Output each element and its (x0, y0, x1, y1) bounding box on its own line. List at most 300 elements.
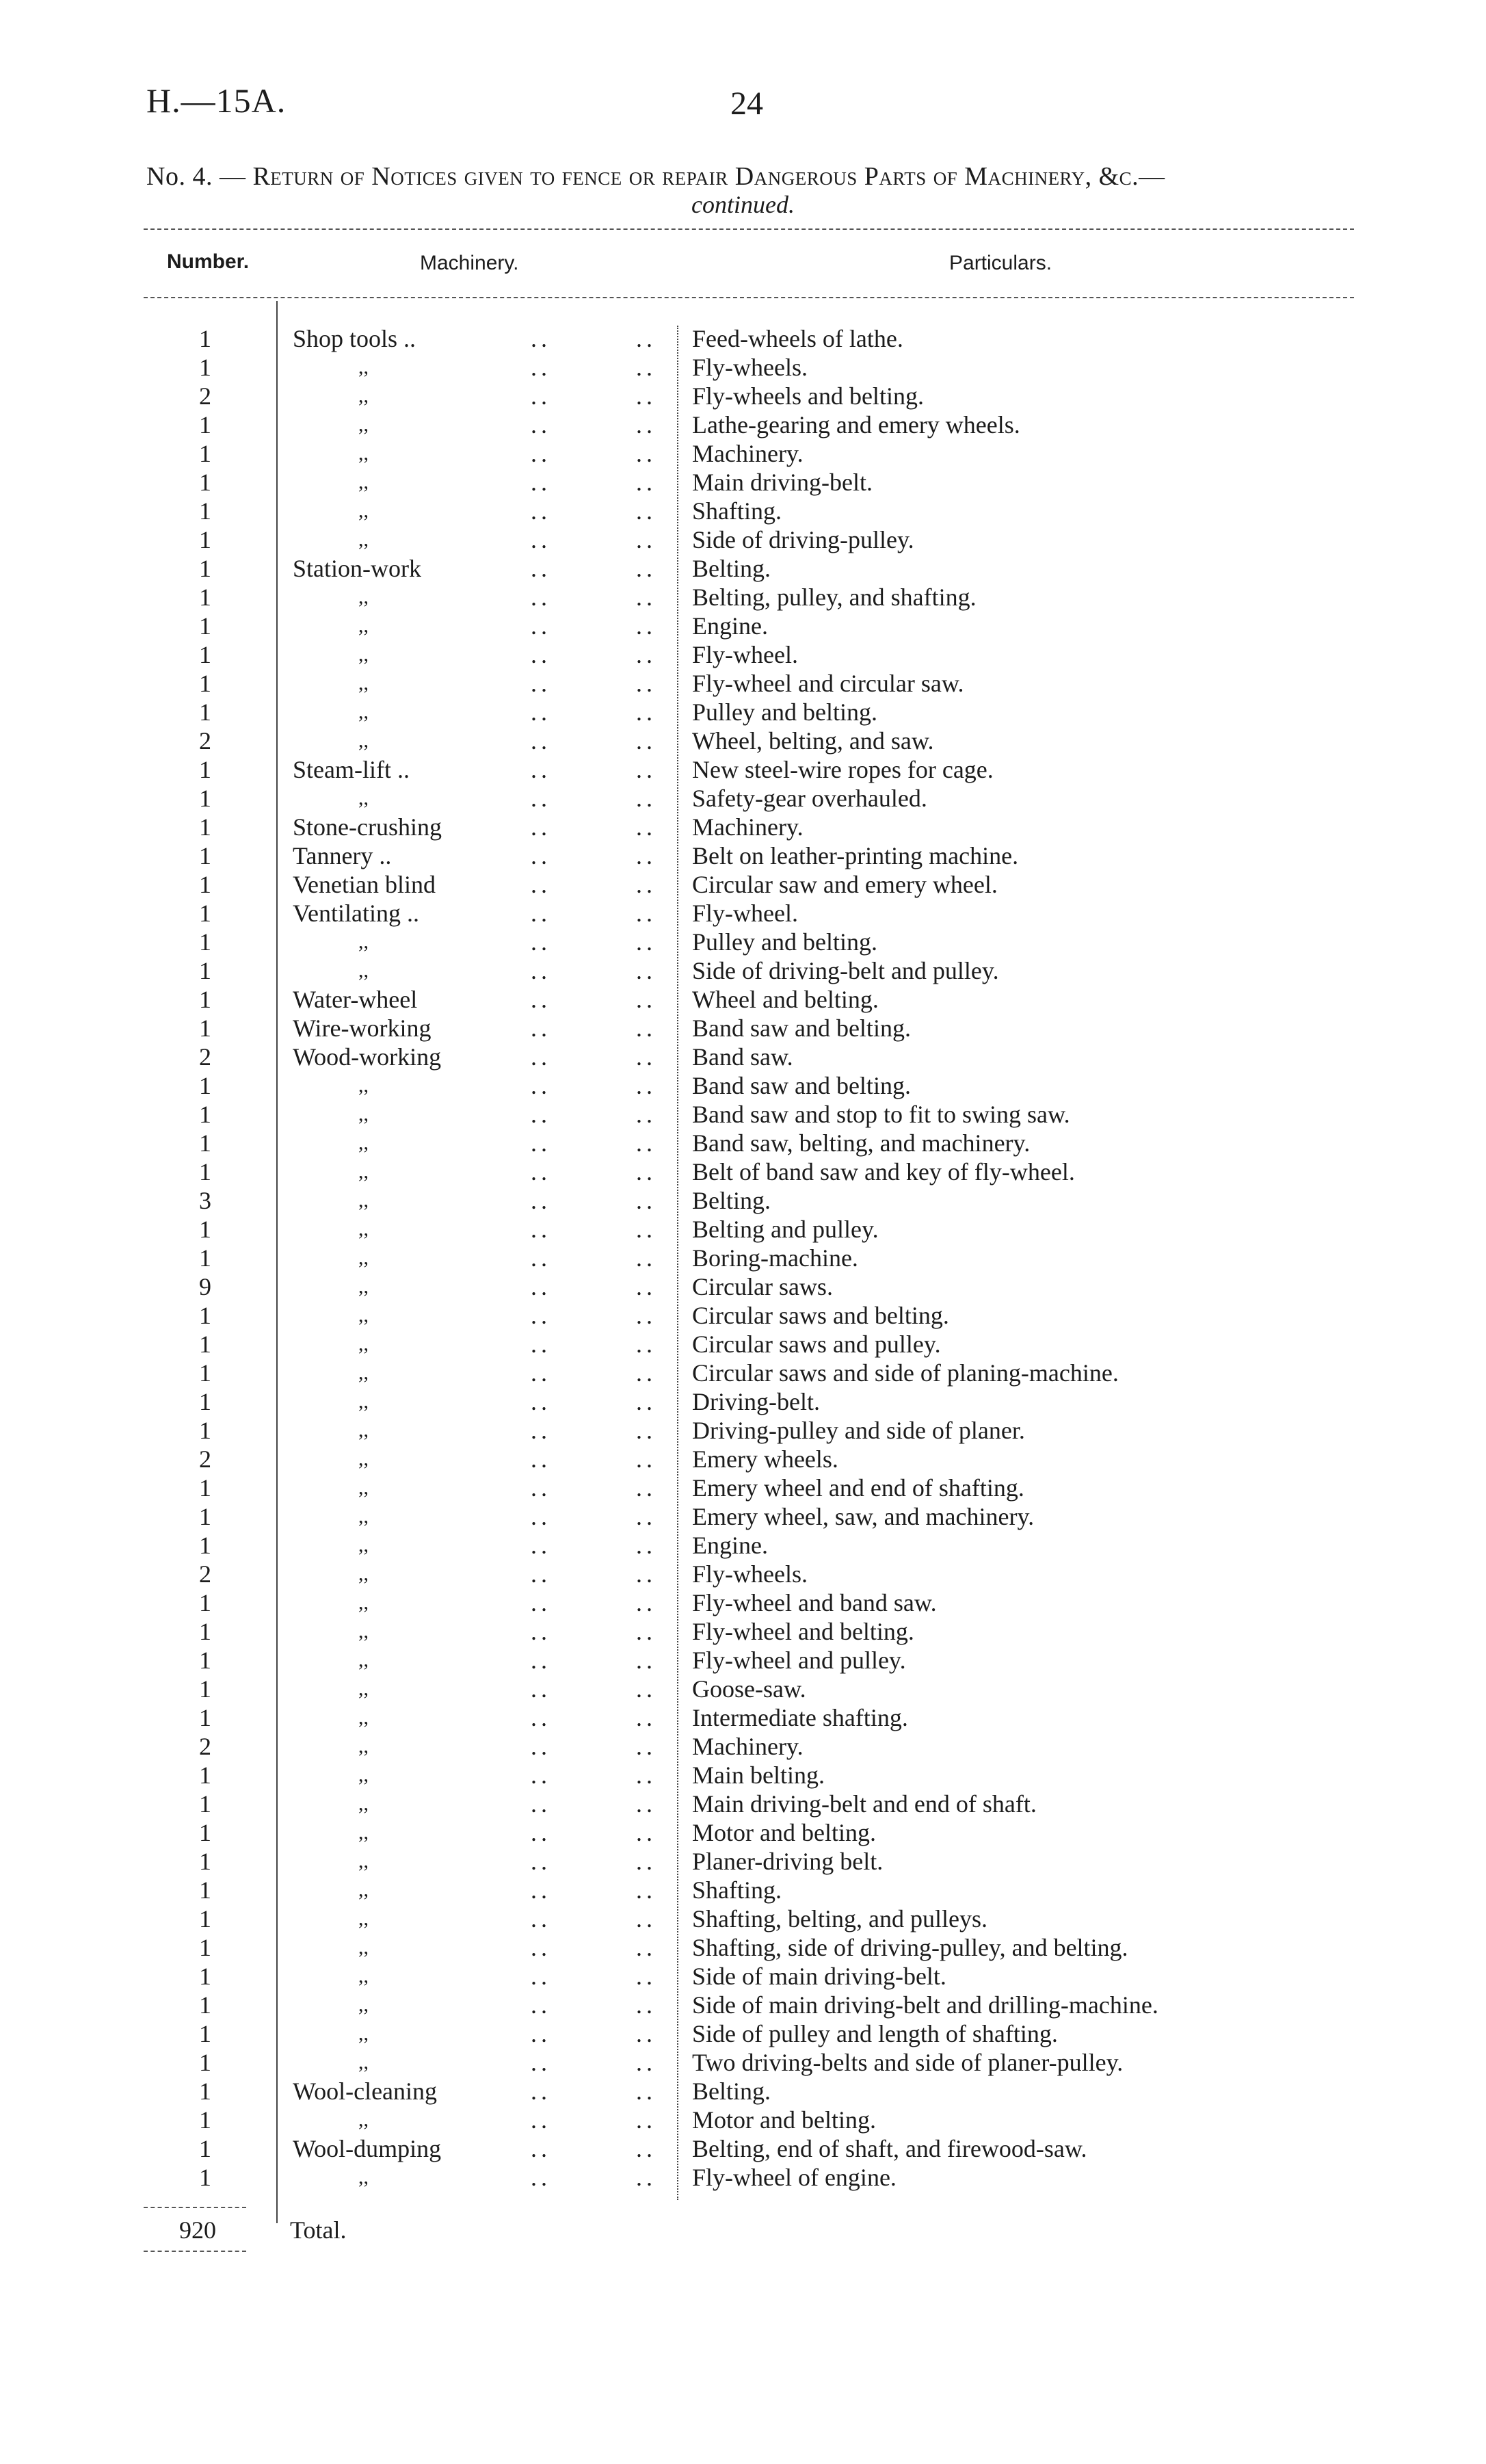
row-machinery: ,, (358, 1131, 369, 1154)
row-particulars: Side of driving-belt and pulley. (692, 957, 999, 984)
row-number: 1 (199, 2020, 211, 2047)
row-particulars: Circular saws and belting. (692, 1302, 949, 1329)
leader-dots: .. (531, 555, 551, 582)
leader-dots: .. (531, 1244, 551, 1272)
leader-dots: .. (636, 2020, 656, 2047)
leader-dots: .. (636, 1991, 656, 2019)
row-number: 1 (199, 1359, 211, 1387)
row-machinery: ,, (358, 1878, 369, 1901)
row-machinery: ,, (358, 1390, 369, 1413)
table-row (0, 1904, 1486, 1933)
table-row (0, 525, 1486, 554)
column-header-machinery: Machinery. (420, 252, 519, 274)
leader-dots: .. (531, 1848, 551, 1875)
table-row (0, 1473, 1486, 1502)
row-number: 1 (199, 871, 211, 898)
table-row (0, 1646, 1486, 1675)
row-particulars: Main belting. (692, 1761, 825, 1789)
row-machinery: ,, (358, 1103, 369, 1125)
row-machinery: Wire-working (293, 1014, 432, 1042)
table-row (0, 956, 1486, 985)
leader-dots: .. (531, 382, 551, 410)
leader-dots: .. (636, 1445, 656, 1473)
row-number: 1 (199, 1532, 211, 1559)
leader-dots: .. (531, 2020, 551, 2047)
row-particulars: Engine. (692, 1532, 768, 1559)
row-number: 1 (199, 1675, 211, 1703)
row-number: 1 (199, 1991, 211, 2019)
leader-dots: .. (636, 1675, 656, 1703)
row-particulars: Intermediate shafting. (692, 1704, 908, 1731)
title-prefix: No. 4. — (146, 162, 246, 191)
leader-dots: .. (636, 1158, 656, 1185)
table-row (0, 2106, 1486, 2134)
leader-dots: .. (531, 1647, 551, 1674)
row-machinery: ,, (358, 1735, 369, 1757)
row-number: 1 (199, 2164, 211, 2191)
table-row (0, 1991, 1486, 2019)
row-particulars: Pulley and belting. (692, 698, 877, 726)
row-number: 2 (199, 382, 211, 410)
row-number: 1 (199, 900, 211, 927)
row-particulars: Fly-wheel. (692, 900, 798, 927)
leader-dots: .. (636, 1187, 656, 1214)
row-number: 1 (199, 2078, 211, 2105)
leader-dots: .. (636, 612, 656, 640)
leader-dots: .. (531, 1273, 551, 1300)
table-row (0, 1043, 1486, 1071)
row-number: 1 (199, 1388, 211, 1415)
leader-dots: .. (531, 842, 551, 869)
leader-dots: .. (531, 1905, 551, 1932)
title-main: Return of Notices given to fence or repair Dangerous Parts of Machinery, &c.— (252, 162, 1165, 191)
row-number: 1 (199, 1704, 211, 1731)
leader-dots: .. (531, 1331, 551, 1358)
leader-dots: .. (636, 1876, 656, 1904)
row-number: 1 (199, 612, 211, 640)
leader-dots: .. (636, 497, 656, 525)
row-machinery: Tannery .. (293, 842, 392, 869)
table-row (0, 1014, 1486, 1043)
leader-dots: .. (636, 1733, 656, 1760)
row-machinery: ,, (358, 643, 369, 666)
leader-dots: .. (636, 1072, 656, 1099)
row-machinery: ,, (358, 1936, 369, 1958)
row-machinery: ,, (358, 586, 369, 608)
row-particulars: Two driving-belts and side of planer-pulley. (692, 2049, 1124, 2076)
leader-dots: .. (636, 555, 656, 582)
row-machinery: Wool-dumping (293, 2135, 442, 2162)
leader-dots: .. (531, 497, 551, 525)
leader-dots: .. (531, 727, 551, 755)
leader-dots: .. (531, 1445, 551, 1473)
row-machinery: ,, (358, 356, 369, 378)
row-number: 1 (199, 440, 211, 467)
page-reference: H.—15A. (146, 81, 287, 120)
table-row (0, 1186, 1486, 1215)
row-particulars: Wheel, belting, and saw. (692, 727, 934, 755)
row-particulars: Band saw and belting. (692, 1014, 911, 1042)
row-particulars: Fly-wheels. (692, 354, 808, 381)
leader-dots: .. (636, 1388, 656, 1415)
leader-dots: .. (531, 1216, 551, 1243)
row-machinery: ,, (358, 1591, 369, 1614)
row-number: 1 (199, 1905, 211, 1932)
row-number: 1 (199, 2049, 211, 2076)
leader-dots: .. (531, 469, 551, 496)
table-row (0, 1387, 1486, 1416)
row-number: 9 (199, 1273, 211, 1300)
row-number: 1 (199, 2135, 211, 2162)
row-particulars: Band saw. (692, 1043, 793, 1071)
row-number: 1 (199, 555, 211, 582)
row-machinery: ,, (358, 672, 369, 694)
row-particulars: New steel-wire ropes for cage. (692, 756, 994, 783)
leader-dots: .. (531, 2078, 551, 2105)
row-particulars: Driving-belt. (692, 1388, 820, 1415)
leader-dots: .. (531, 325, 551, 352)
row-machinery: ,, (358, 471, 369, 493)
row-machinery: ,, (358, 1792, 369, 1815)
row-particulars: Belting, end of shaft, and firewood-saw. (692, 2135, 1087, 2162)
row-particulars: Band saw and stop to fit to swing saw. (692, 1101, 1070, 1128)
row-number: 1 (199, 1963, 211, 1990)
row-machinery: ,, (358, 700, 369, 723)
table-row (0, 612, 1486, 640)
leader-dots: .. (531, 1934, 551, 1961)
leader-dots: .. (636, 1532, 656, 1559)
table-row (0, 1962, 1486, 1991)
row-number: 1 (199, 1618, 211, 1645)
table-row (0, 1272, 1486, 1301)
leader-dots: .. (636, 1359, 656, 1387)
row-machinery: ,, (358, 1764, 369, 1786)
table-row (0, 1244, 1486, 1272)
row-machinery: ,, (358, 930, 369, 953)
leader-dots: .. (636, 1761, 656, 1789)
table-row (0, 1301, 1486, 1330)
table-row (0, 1560, 1486, 1588)
leader-dots: .. (636, 354, 656, 381)
row-particulars: Driving-pulley and side of planer. (692, 1417, 1025, 1444)
leader-dots: .. (636, 1216, 656, 1243)
leader-dots: .. (636, 1043, 656, 1071)
row-number: 1 (199, 1647, 211, 1674)
table-row (0, 2019, 1486, 2048)
row-machinery: ,, (358, 1562, 369, 1585)
row-machinery: ,, (358, 499, 369, 522)
table-row (0, 985, 1486, 1014)
table-row (0, 870, 1486, 899)
row-number: 1 (199, 1790, 211, 1818)
leader-dots: .. (531, 1187, 551, 1214)
row-machinery: Shop tools .. (293, 325, 416, 352)
leader-dots: .. (636, 1560, 656, 1588)
row-machinery: ,, (358, 1993, 369, 2016)
row-particulars: Circular saws and side of planing-machine. (692, 1359, 1119, 1387)
leader-dots: .. (636, 1417, 656, 1444)
row-number: 1 (199, 1876, 211, 1904)
row-machinery: ,, (358, 442, 369, 464)
table-row (0, 755, 1486, 784)
row-particulars: Emery wheel, saw, and machinery. (692, 1503, 1035, 1530)
row-number: 2 (199, 727, 211, 755)
row-machinery: ,, (358, 1189, 369, 1211)
row-particulars: Belting. (692, 2078, 771, 2105)
row-number: 1 (199, 1848, 211, 1875)
leader-dots: .. (531, 1014, 551, 1042)
row-number: 1 (199, 411, 211, 438)
row-number: 1 (199, 698, 211, 726)
row-particulars: Fly-wheel of engine. (692, 2164, 897, 2191)
row-particulars: Machinery. (692, 813, 804, 841)
row-number: 1 (199, 1503, 211, 1530)
leader-dots: .. (636, 2106, 656, 2134)
row-number: 1 (199, 1014, 211, 1042)
leader-dots: .. (531, 1101, 551, 1128)
table-row (0, 1847, 1486, 1876)
leader-dots: .. (636, 325, 656, 352)
total-top-rule (144, 2207, 246, 2208)
row-number: 1 (199, 957, 211, 984)
table-row (0, 1100, 1486, 1129)
row-number: 2 (199, 1560, 211, 1588)
row-machinery: ,, (358, 1361, 369, 1384)
leader-dots: .. (531, 871, 551, 898)
leader-dots: .. (636, 813, 656, 841)
row-number: 2 (199, 1733, 211, 1760)
row-particulars: Main driving-belt. (692, 469, 873, 496)
row-particulars: Shafting. (692, 497, 782, 525)
table-row (0, 1129, 1486, 1157)
table-row (0, 1790, 1486, 1818)
row-machinery: ,, (358, 1620, 369, 1642)
row-number: 1 (199, 1819, 211, 1846)
row-particulars: Side of main driving-belt and drilling-machine. (692, 1991, 1158, 2019)
row-number: 1 (199, 928, 211, 956)
leader-dots: .. (636, 871, 656, 898)
row-particulars: Fly-wheels. (692, 1560, 808, 1588)
leader-dots: .. (531, 2164, 551, 2191)
row-machinery: ,, (358, 959, 369, 982)
row-number: 1 (199, 497, 211, 525)
leader-dots: .. (531, 1819, 551, 1846)
table-row (0, 669, 1486, 698)
leader-dots: .. (636, 928, 656, 956)
leader-dots: .. (531, 1589, 551, 1616)
leader-dots: .. (531, 1963, 551, 1990)
leader-dots: .. (636, 1704, 656, 1731)
leader-dots: .. (531, 670, 551, 697)
row-machinery: ,, (358, 1246, 369, 1269)
row-particulars: Planer-driving belt. (692, 1848, 884, 1875)
leader-dots: .. (531, 1359, 551, 1387)
leader-dots: .. (636, 1790, 656, 1818)
row-number: 1 (199, 1474, 211, 1502)
row-particulars: Circular saw and emery wheel. (692, 871, 998, 898)
table-row (0, 784, 1486, 813)
row-number: 2 (199, 1445, 211, 1473)
leader-dots: .. (636, 1848, 656, 1875)
table-row (0, 928, 1486, 956)
row-machinery: ,, (358, 1074, 369, 1097)
leader-dots: .. (531, 612, 551, 640)
row-particulars: Side of driving-pulley. (692, 526, 914, 553)
row-particulars: Side of pulley and length of shafting. (692, 2020, 1058, 2047)
leader-dots: .. (531, 2135, 551, 2162)
leader-dots: .. (636, 1934, 656, 1961)
row-machinery: ,, (358, 2108, 369, 2131)
row-number: 1 (199, 842, 211, 869)
row-particulars: Machinery. (692, 1733, 804, 1760)
leader-dots: .. (531, 2106, 551, 2134)
leader-dots: .. (531, 1675, 551, 1703)
leader-dots: .. (531, 411, 551, 438)
row-machinery: ,, (358, 413, 369, 436)
row-particulars: Motor and belting. (692, 1819, 876, 1846)
row-number: 1 (199, 354, 211, 381)
column-header-number: Number. (167, 250, 250, 273)
title-continued: continued. (691, 191, 795, 218)
table-row (0, 1157, 1486, 1186)
row-number: 3 (199, 1187, 211, 1214)
leader-dots: .. (531, 1532, 551, 1559)
total-value: 920 (179, 2216, 216, 2244)
row-particulars: Belting. (692, 1187, 771, 1214)
row-particulars: Belt on leather-printing machine. (692, 842, 1019, 869)
leader-dots: .. (636, 1331, 656, 1358)
row-machinery: ,, (358, 384, 369, 407)
row-machinery: ,, (358, 1706, 369, 1729)
row-particulars: Band saw, belting, and machinery. (692, 1129, 1031, 1157)
leader-dots: .. (531, 986, 551, 1013)
leader-dots: .. (636, 698, 656, 726)
row-particulars: Fly-wheel and belting. (692, 1618, 914, 1645)
row-machinery: ,, (358, 1965, 369, 1987)
table-row (0, 1818, 1486, 1847)
row-particulars: Shafting, belting, and pulleys. (692, 1905, 987, 1932)
table-row (0, 899, 1486, 928)
row-number: 1 (199, 641, 211, 668)
row-number: 1 (199, 2106, 211, 2134)
leader-dots: .. (636, 1819, 656, 1846)
table-row (0, 1703, 1486, 1732)
row-particulars: Engine. (692, 612, 768, 640)
leader-dots: .. (636, 900, 656, 927)
table-row (0, 1502, 1486, 1531)
row-machinery: Water-wheel (293, 986, 418, 1013)
leader-dots: .. (531, 1302, 551, 1329)
row-machinery: ,, (358, 1419, 369, 1441)
leader-dots: .. (636, 2135, 656, 2162)
row-particulars: Lathe-gearing and emery wheels. (692, 411, 1020, 438)
row-particulars: Circular saws and pulley. (692, 1331, 941, 1358)
row-particulars: Main driving-belt and end of shaft. (692, 1790, 1037, 1818)
leader-dots: .. (531, 1876, 551, 1904)
leader-dots: .. (636, 756, 656, 783)
leader-dots: .. (531, 1474, 551, 1502)
table-row (0, 1359, 1486, 1387)
leader-dots: .. (531, 1158, 551, 1185)
row-machinery: ,, (358, 1218, 369, 1240)
row-particulars: Pulley and belting. (692, 928, 877, 956)
leader-dots: .. (531, 785, 551, 812)
row-machinery: ,, (358, 1850, 369, 1872)
row-number: 1 (199, 1761, 211, 1789)
row-number: 1 (199, 526, 211, 553)
leader-dots: .. (636, 1014, 656, 1042)
row-number: 1 (199, 1101, 211, 1128)
table-row (0, 382, 1486, 410)
leader-dots: .. (636, 1129, 656, 1157)
table-row (0, 640, 1486, 669)
leader-dots: .. (531, 1991, 551, 2019)
row-particulars: Emery wheels. (692, 1445, 838, 1473)
leader-dots: .. (636, 1905, 656, 1932)
header-top-rule (144, 228, 1354, 230)
leader-dots: .. (636, 584, 656, 611)
row-number: 1 (199, 1158, 211, 1185)
row-particulars: Goose-saw. (692, 1675, 806, 1703)
row-number: 1 (199, 325, 211, 352)
leader-dots: .. (531, 1790, 551, 1818)
leader-dots: .. (531, 1072, 551, 1099)
row-particulars: Wheel and belting. (692, 986, 879, 1013)
row-particulars: Belt of band saw and key of fly-wheel. (692, 1158, 1075, 1185)
leader-dots: .. (636, 1474, 656, 1502)
table-row (0, 468, 1486, 497)
table-row (0, 1588, 1486, 1617)
leader-dots: .. (636, 469, 656, 496)
row-machinery: ,, (358, 2051, 369, 2073)
leader-dots: .. (531, 526, 551, 553)
row-number: 1 (199, 1589, 211, 1616)
row-particulars: Fly-wheels and belting. (692, 382, 924, 410)
table-row (0, 1531, 1486, 1560)
table-row (0, 410, 1486, 439)
leader-dots: .. (531, 957, 551, 984)
leader-dots: .. (636, 382, 656, 410)
total-bottom-rule (144, 2251, 246, 2252)
table-row (0, 554, 1486, 583)
row-particulars: Fly-wheel and circular saw. (692, 670, 964, 697)
row-number: 1 (199, 584, 211, 611)
row-machinery: ,, (358, 528, 369, 551)
table-row (0, 1761, 1486, 1790)
table-row (0, 1675, 1486, 1703)
leader-dots: .. (531, 1388, 551, 1415)
table-row (0, 2077, 1486, 2106)
leader-dots: .. (531, 440, 551, 467)
row-machinery: ,, (358, 1505, 369, 1528)
leader-dots: .. (636, 526, 656, 553)
table-row (0, 1215, 1486, 1244)
leader-dots: .. (531, 1704, 551, 1731)
row-machinery: Steam-lift .. (293, 756, 410, 783)
row-number: 1 (199, 1072, 211, 1099)
row-machinery: ,, (358, 1304, 369, 1326)
leader-dots: .. (636, 670, 656, 697)
row-number: 1 (199, 986, 211, 1013)
table-title (146, 161, 1364, 192)
row-machinery: ,, (358, 1275, 369, 1298)
table-row (0, 583, 1486, 612)
leader-dots: .. (531, 1618, 551, 1645)
row-machinery: ,, (358, 1649, 369, 1671)
table-row (0, 497, 1486, 525)
row-machinery: ,, (358, 1476, 369, 1499)
table-row (0, 1933, 1486, 1962)
